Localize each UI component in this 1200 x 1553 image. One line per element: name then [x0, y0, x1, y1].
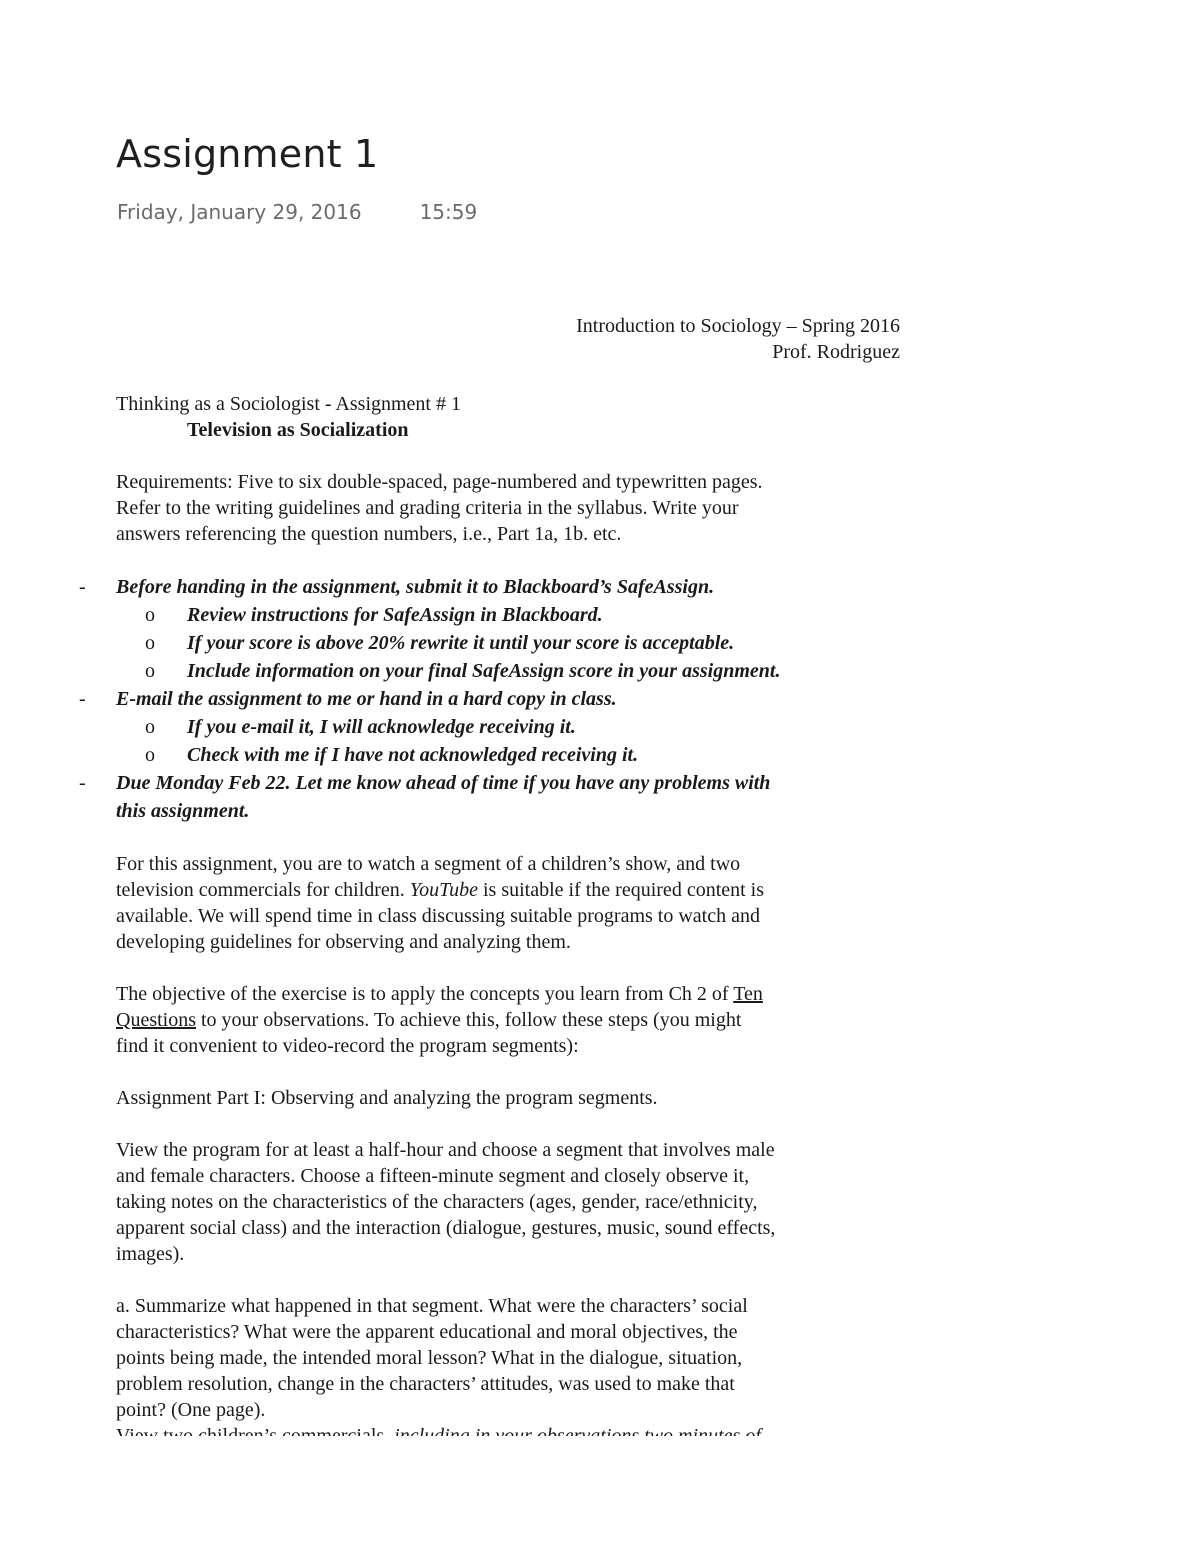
- page-clip: [0, 1436, 1200, 1553]
- book-title: Ten: [733, 983, 763, 1005]
- instruction-item: [116, 573, 900, 685]
- paragraph-line: The objective of the exercise is to apply the concepts you learn from Ch 2 of: [116, 983, 734, 1005]
- youtube-text: YouTube: [409, 879, 478, 901]
- paragraph-line: to your observations. To achieve this, follow these steps (you might: [196, 1009, 742, 1031]
- instruction-subitem: o If you e-mail it, I will acknowledge receiving it.: [187, 713, 900, 741]
- watch-paragraph: [116, 851, 900, 955]
- requirements-line: Refer to the writing guidelines and grading criteria in the syllabus. Write your: [116, 497, 739, 519]
- requirements-line: answers referencing the question numbers, i.e., Part 1a, 1b. etc.: [116, 523, 622, 545]
- instruction-subitem: o Include information on your final SafeAssign score in your assignment.: [187, 657, 900, 685]
- paragraph-line: available. We will spend time in class discussing suitable programs to watch and: [116, 905, 760, 927]
- paragraph-line: find it convenient to video-record the program segments):: [116, 1035, 579, 1057]
- paragraph-line: television commercials for children.: [116, 879, 410, 901]
- due-date-line: Due Monday Feb 22. Let me know ahead of time if you have any problems with: [116, 772, 771, 794]
- paragraph-line: developing guidelines for observing and analyzing them.: [116, 931, 571, 953]
- note-date: Friday, January 29, 2016: [117, 200, 362, 224]
- paragraph-line: For this assignment, you are to watch a segment of a children’s show, and two: [116, 853, 741, 875]
- instructions-list: [116, 573, 900, 825]
- paragraph-line: problem resolution, change in the characters’ attitudes, was used to make that: [116, 1373, 735, 1395]
- instruction-sublist: [116, 713, 900, 769]
- book-title: Questions: [116, 1009, 196, 1031]
- spacer: [116, 443, 900, 469]
- spacer: [116, 825, 900, 851]
- note-title: Assignment 1: [116, 132, 379, 176]
- paragraph-line: images).: [116, 1243, 185, 1265]
- paragraph-line: is suitable if the required content is: [477, 879, 765, 901]
- instruction-sublist: [116, 601, 900, 685]
- objective-paragraph: [116, 981, 900, 1059]
- part1-heading: Assignment Part I: Observing and analyzing the program segments.: [116, 1087, 658, 1109]
- paragraph-line: and female characters. Choose a fifteen-minute segment and closely observe it,: [116, 1165, 750, 1187]
- spacer: [116, 365, 900, 391]
- instruction-subitem: o Review instructions for SafeAssign in Blackboard.: [187, 601, 900, 629]
- requirements-line: Requirements: Five to six double-spaced, page-numbered and typewritten pages.: [116, 471, 763, 493]
- note-time: 15:59: [419, 200, 478, 224]
- course-name: Introduction to Sociology – Spring 2016: [576, 315, 900, 337]
- spacer: [116, 1059, 900, 1085]
- due-date-line: this assignment.: [116, 800, 250, 822]
- instruction-subitem: o Check with me if I have not acknowledged receiving it.: [187, 741, 900, 769]
- paragraph-line: characteristics? What were the apparent educational and moral objectives, the: [116, 1321, 738, 1343]
- note-timestamp: [117, 200, 477, 224]
- spacer: [116, 547, 900, 573]
- instruction-text: Before handing in the assignment, submit it to Blackboard’s SafeAssign.: [116, 576, 715, 598]
- spacer: [116, 1111, 900, 1137]
- spacer: [116, 1267, 900, 1293]
- instruction-text: E-mail the assignment to me or hand in a hard copy in class.: [116, 688, 617, 710]
- assignment-heading: Thinking as a Sociologist - Assignment # 1: [116, 393, 461, 415]
- assignment-subtitle: Television as Socialization: [187, 419, 409, 441]
- document-body: [116, 313, 900, 1449]
- paragraph-line: a. Summarize what happened in that segment. What were the characters’ social: [116, 1295, 748, 1317]
- instruction-item: [116, 769, 900, 825]
- paragraph-line: View the program for at least a half-hour and choose a segment that involves male: [116, 1139, 775, 1161]
- instruction-subitem: o If your score is above 20% rewrite it until your score is acceptable.: [187, 629, 900, 657]
- spacer: [116, 955, 900, 981]
- professor-name: Prof. Rodriguez: [772, 341, 900, 363]
- requirements-paragraph: [116, 469, 900, 547]
- view-paragraph: [116, 1137, 900, 1267]
- question-a-paragraph: [116, 1293, 900, 1423]
- paragraph-line: points being made, the intended moral lesson? What in the dialogue, situation,: [116, 1347, 743, 1369]
- paragraph-line: taking notes on the characteristics of the characters (ages, gender, race/ethnicity,: [116, 1191, 758, 1213]
- course-header: [116, 313, 900, 365]
- paragraph-line: point? (One page).: [116, 1399, 266, 1421]
- instruction-item: [116, 685, 900, 769]
- paragraph-line: apparent social class) and the interaction (dialogue, gestures, music, sound effects,: [116, 1217, 776, 1239]
